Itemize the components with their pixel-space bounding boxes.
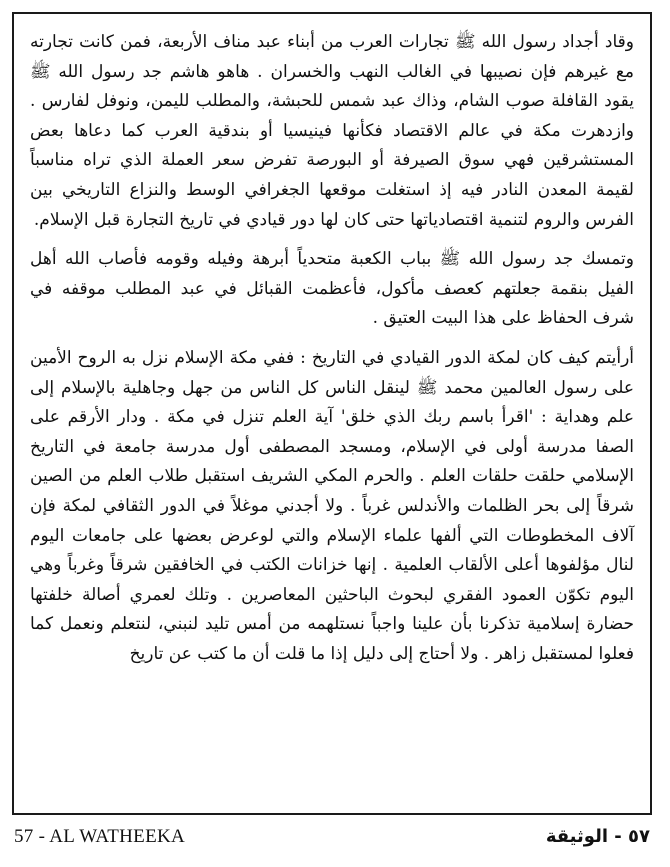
article-frame [12,12,652,815]
article-paragraph-3: أرأيتم كيف كان لمكة الدور القيادي في التاريخ : ففي مكة الإسلام نزل به الروح الأمين على رسول العالمين محمد ﷺ لينقل الناس كل الناس من جهل وجاهلية بالإسلام إلى علم وهداية : 'اقرأ باسم ربك الذي خلق' آية العلم تنزل في مكة . ودار الأرقم على الصفا مدرسة أولى في الإسلام، ومسجد المصطفى أول مدرسة جامعة في التاريخ الإسلامي حلقت حلقات العلم . والحرم المكي الشريف استقبل طلاب العلم من الصين شرقاً إلى بحر الظلمات والأندلس غرباً . ولا أجدني موغلاً في الدور الثقافي لمكة فإن آلاف المخطوطات التي ألفها علماء الإسلام والتي لوعرض بعضها على جامعات اليوم لنال مؤلفوها أعلى الألقاب العلمية . إنها خزانات الكتب في الخافقين شرقاً وغرباً وهي اليوم تكوّن العمود الفقري لبحوث الباحثين المعاصرين . وتلك لعمري أصالة خلفتها حضارة إسلامية تذكرنا بأن علينا واجباً نستلهمه من أمس تليد لنبني، لنتعلم ونعمل كما فعلوا لمستقبل زاهر . ولا أحتاج إلى دليل إذا ما قلت أن ما كتب عن تاريخ [30,347,634,664]
footer-page-number-arabic: ٥٧ - الوثيقة [545,826,650,847]
page-footer [12,826,652,850]
footer-page-number-english: 57 - AL WATHEEKA [14,826,186,847]
article-paragraph-2: وتمسك جد رسول الله ﷺ بباب الكعبة متحدياً أبرهة وفيله وقومه فأصاب الله أهل الفيل بنقمة جعلتهم كعصف مأكول، فأعظمت القبائل في عبد المطلب موقفه في شرف الحفاظ على هذا البيت العتيق . [30,249,634,329]
article-paragraph-1: وقاد أجداد رسول الله ﷺ تجارات العرب من أبناء عبد مناف الأربعة، فمن كانت تجارته مع غيرهم فإن نصيبها في الغالب النهب والخسران . هاهو هاشم جد رسول الله ﷺ يقود القافلة صوب الشام، وذاك عبد شمس للحبشة، والمطلب لليمن، ونوفل لفارس . وازدهرت مكة في عالم الاقتصاد فكأنها فينيسيا أو بندقية العرب كما دعاها بعض المستشرقين فهي سوق الصيرفة أو البورصة تفرض سعر العملة الذي تراه مناسباً لقيمة المعدن النادر فيه إذ استغلت موقعها الجغرافي الوسط والنزاع التاريخي بين الفرس والروم لتنمية اقتصادياتها حتى كان لها دور قيادي في تاريخ التجارة قبل الإسلام. [30,32,634,230]
